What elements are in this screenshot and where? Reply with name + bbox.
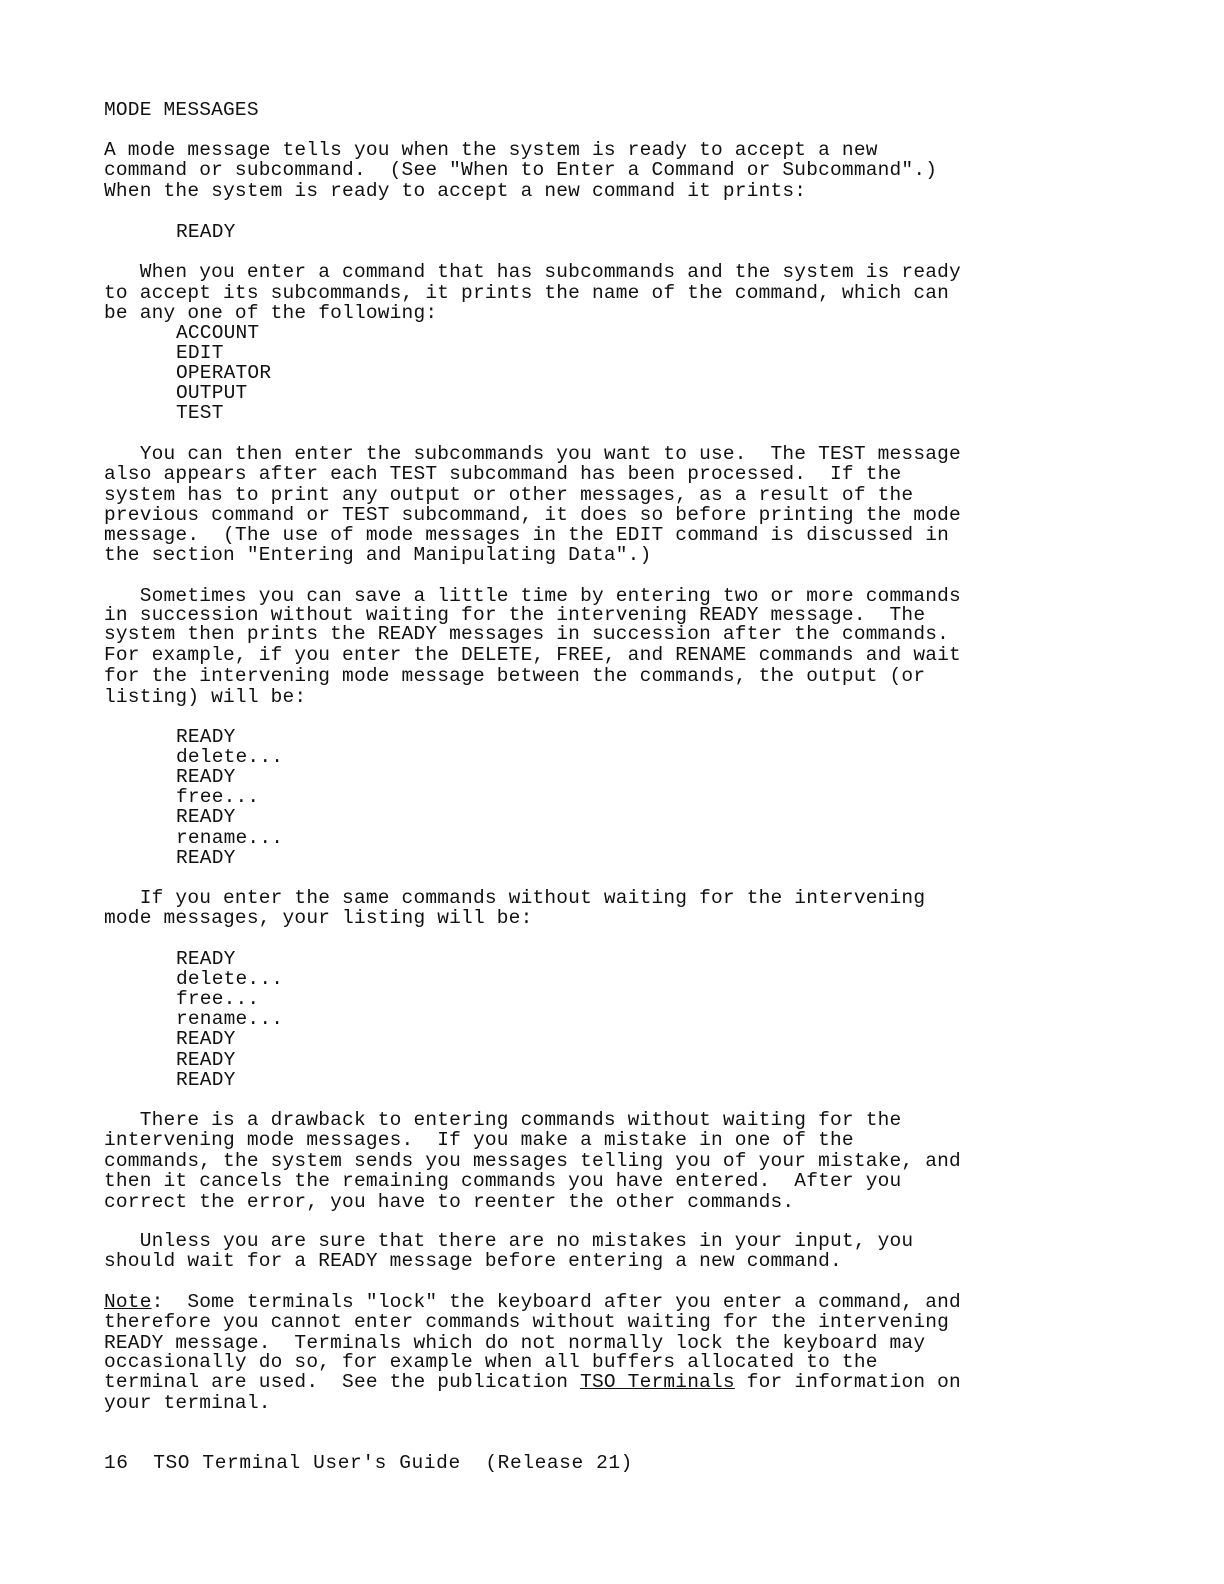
command-list-item: EDIT: [176, 342, 224, 364]
listing-line: rename...: [176, 827, 284, 849]
intro-line: command or subcommand. (See "When to Enter a Command or Subcommand".): [104, 159, 938, 181]
listing-line: delete...: [176, 746, 284, 768]
publication-title: TSO Terminals: [580, 1371, 735, 1393]
paragraph-line: If you enter the same commands without waiting for the intervening: [104, 887, 926, 909]
command-list-item: OUTPUT: [176, 382, 248, 404]
paragraph-line: system has to print any output or other messages, as a result of the: [104, 484, 914, 506]
note-label: Note: [104, 1291, 152, 1313]
listing-line: READY: [176, 766, 236, 788]
paragraph-line: previous command or TEST subcommand, it does so before printing the mode: [104, 504, 961, 526]
intro-line: A mode message tells you when the system is ready to accept a new: [104, 139, 878, 161]
paragraph-line: message. (The use of mode messages in the EDIT command is discussed in: [104, 524, 950, 546]
command-list-item: TEST: [176, 402, 224, 424]
paragraph-line: system then prints the READY messages in succession after the commands.: [104, 623, 950, 645]
note-line: occasionally do so, for example when all buffers allocated to the: [104, 1351, 878, 1373]
paragraph-line: in succession without waiting for the intervening READY message. The: [104, 604, 926, 626]
paragraph-line: intervening mode messages. If you make a mistake in one of the: [104, 1129, 854, 1151]
paragraph-line: You can then enter the subcommands you want to use. The TEST message: [104, 443, 961, 465]
paragraph-line: correct the error, you have to reenter the other commands.: [104, 1191, 795, 1213]
listing-line: rename...: [176, 1008, 284, 1030]
note-line: [104, 1292, 961, 1312]
note-line: therefore you cannot enter commands without waiting for the intervening: [104, 1311, 950, 1333]
listing-line: free...: [176, 988, 260, 1010]
ready-example: READY: [176, 221, 236, 243]
paragraph-line: for the intervening mode message between the commands, the output (or: [104, 665, 926, 687]
paragraph-line: be any one of the following:: [104, 302, 438, 324]
section-heading: MODE MESSAGES: [104, 99, 259, 121]
note-line: [104, 1372, 961, 1392]
listing-line: READY: [176, 948, 236, 970]
listing-line: delete...: [176, 968, 284, 990]
paragraph-line: Sometimes you can save a little time by entering two or more commands: [104, 585, 961, 607]
note-text: for information on: [734, 1371, 961, 1393]
intro-line: When the system is ready to accept a new command it prints:: [104, 180, 807, 202]
paragraph-line: listing) will be:: [104, 686, 307, 708]
note-text: terminal are used. See the publication: [104, 1371, 581, 1393]
listing-line: READY: [176, 1049, 236, 1071]
paragraph-line: the section "Entering and Manipulating Data".): [104, 544, 652, 566]
note-text: : Some terminals "lock" the keyboard after you enter a command, and: [151, 1291, 961, 1313]
paragraph-line: also appears after each TEST subcommand has been processed. If the: [104, 463, 902, 485]
note-line: your terminal.: [104, 1392, 271, 1414]
page-footer: 16 TSO Terminal User's Guide (Release 21): [104, 1452, 633, 1474]
paragraph-line: to accept its subcommands, it prints the name of the command, which can: [104, 282, 950, 304]
listing-line: READY: [176, 726, 236, 748]
listing-line: READY: [176, 806, 236, 828]
paragraph-line: There is a drawback to entering commands without waiting for the: [104, 1109, 902, 1131]
paragraph-line: Unless you are sure that there are no mistakes in your input, you: [104, 1230, 914, 1252]
listing-line: READY: [176, 847, 236, 869]
listing-line: READY: [176, 1028, 236, 1050]
paragraph-line: should wait for a READY message before entering a new command.: [104, 1250, 842, 1272]
command-list-item: OPERATOR: [176, 362, 272, 384]
paragraph-line: mode messages, your listing will be:: [104, 907, 533, 929]
command-list-item: ACCOUNT: [176, 322, 260, 344]
paragraph-line: commands, the system sends you messages telling you of your mistake, and: [104, 1150, 961, 1172]
note-line: READY message. Terminals which do not normally lock the keyboard may: [104, 1332, 926, 1354]
paragraph-line: When you enter a command that has subcommands and the system is ready: [104, 261, 961, 283]
listing-line: READY: [176, 1069, 236, 1091]
paragraph-line: then it cancels the remaining commands you have entered. After you: [104, 1170, 902, 1192]
listing-line: free...: [176, 786, 260, 808]
paragraph-line: For example, if you enter the DELETE, FREE, and RENAME commands and wait: [104, 644, 961, 666]
